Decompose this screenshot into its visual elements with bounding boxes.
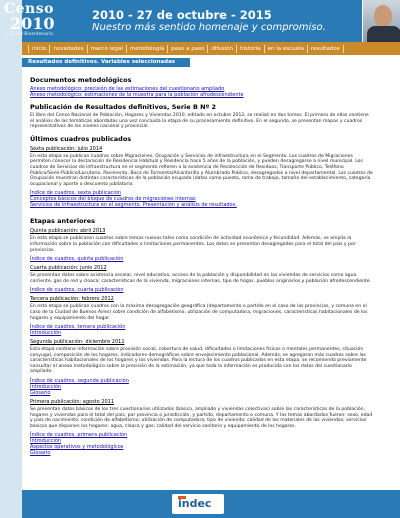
ultimos-date: Sexta publicación: julio 2014: [30, 145, 103, 152]
header-banner: [4, 0, 400, 42]
etapa-link-indice[interactable]: Índice de cuadros, primera publicación: [30, 432, 128, 439]
etapa-link-aspectos[interactable]: Aspectos operativos y metodológicos: [30, 444, 124, 451]
ultimos-link-indice[interactable]: Índice de cuadros, sexta publicación: [30, 190, 122, 197]
ultimos-text: En esta etapa se publican cuadros sobre Migraciones, Ocupación y Servicios de infraestructura en el Segmento. Los cuadros de Migraciones permiten conocer la declaración de Residencia Habitual y Residencia hace 5 años de la población, y pueden desagregarse a nivel municipal. Los cuadros de Servicios de infraestructura en el segmento refieren a la existencia de Recolección de Residuos, Transporte Público, Teléfono Público/Semi-Público/Locutorio, Pavimento, Boca de Tormenta/Alcantarilla y Alumbrado Público, desagregados a nivel departamental. Los cuadros de Ocupación muestran distintas características de la población ocupada (datos como puesto, rama de trabajo, tamaño del establecimiento, categoría ocupacional y aporte o descuento jubilatorio.: [30, 153, 373, 187]
etapa-link-introduccion[interactable]: Introducción: [30, 438, 62, 445]
etapa-date: Cuarta publicación: junio 2012: [30, 265, 107, 272]
etapa-quinta: [30, 228, 374, 262]
logo-year-text: 2010: [10, 14, 55, 33]
header-title: 2010 - 27 de octubre - 2015: [92, 8, 272, 22]
etapa-tercera: [30, 296, 374, 336]
etapa-link-indice[interactable]: Índice de cuadros, tercera publicación: [30, 324, 126, 331]
etapas-heading: Etapas anteriores: [30, 217, 96, 226]
etapa-text: En esta etapa se publicaron cuadros sobre temas nuevos tales como condición de actividad económica y fecundidad. Además, se amplía la información sobre la población con dificultades o limitaciones permanentes. Los datos se presentan desagregados para el total del país y por provincias.: [30, 236, 356, 253]
nav-item-inicio[interactable]: inicio: [28, 45, 50, 53]
etapa-date: Primera publicación: agosto 2011: [30, 399, 115, 406]
page-frame: [4, 0, 400, 518]
ultimos-link-migraciones[interactable]: Conceptos básicos del bloque de cuadros de migraciones internas: [30, 196, 196, 203]
etapa-date: Tercera publicación: febrero 2012: [30, 296, 114, 303]
etapa-primera: [30, 399, 374, 456]
portrait-head: [374, 5, 392, 27]
logo-subtitle: Año del Bicentenario: [6, 32, 53, 37]
pub-text: El libro del Censo Nacional de Población, Hogares y Viviendas 2010, editado en octubre 2012, se realizó en dos tomos. El primero de ellos contiene el análisis de las temáticas abordadas una vez concluida la etapa de su procesamiento definitivo. En el segundo, se presentan mapas y cuadros representativos de los niveles nacional y provincial.: [30, 113, 369, 130]
docs-link-precision[interactable]: Anexo metodológico: precisión de las estimaciones del cuestionario ampliado: [30, 86, 225, 92]
nav-item-metodologia[interactable]: metodología: [127, 45, 168, 53]
nav-item-paso-a-paso[interactable]: paso a paso: [168, 45, 208, 53]
etapa-link-indice[interactable]: Índice de cuadros, quinta publicación: [30, 256, 124, 263]
etapa-link-introduccion[interactable]: Introducción: [30, 384, 62, 391]
nav-item-historia[interactable]: historia: [237, 45, 265, 53]
ultimos-link-infraestructura[interactable]: Servicios de infraestructura en el segmento. Presentación y análisis de resultados.: [30, 202, 237, 209]
pub-heading: Publicación de Resultados definitivos, Serie B Nº 2: [30, 103, 217, 111]
censo-logo[interactable]: [4, 2, 74, 40]
docs-link-afro[interactable]: Anexo metodológico: estimaciones de la muestra para la población afrodescendiente: [30, 92, 244, 98]
main-nav: [22, 42, 400, 55]
etapa-cuarta: [30, 265, 374, 293]
etapa-link-indice[interactable]: Índice de cuadros, cuarta publicación: [30, 287, 124, 294]
etapa-segunda: [30, 339, 374, 396]
main-content: [30, 71, 374, 456]
logo-censo-text: Censo: [4, 1, 54, 17]
etapa-text: Se presentan datos básicos de los tres cuestionarios utilizados (básico, ampliado y viviendas colectivas) sobre las características de la población, hogares y viviendas para el total del país, por provincia o jurisdicción, y partido, departamento o comuna. Y los temas abordados fueron: sexo, edad y país de nacimiento; condición de alfabetismo; utilización de computadora; tipo de vivienda; calidad de los materiales de las viviendas; servicios básicos que disponen los hogares: agua, cloaca y gas; calidad del servicio sanitario y equipamiento de los hogares.: [30, 407, 373, 429]
etapa-text: Se presentan datos sobre asistencia escolar, nivel educativo, acceso de la población y disponibilidad en las viviendas de servicios como agua corriente, gas de red y cloaca; características de la vivienda, migraciones internas, tipo de hogar, pueblos originarios y población afrodescendiente.: [30, 273, 372, 284]
nav-item-en-la-escuela[interactable]: en la escuela: [265, 45, 308, 53]
etapa-link-indice[interactable]: Índice de cuadros, segunda publicación: [30, 378, 129, 385]
etapa-text: En esta etapa se publican cuadros con la máxima desagregación geográfica (departamento o partido en el caso de las provincias, y comuna en el caso de la Ciudad de Buenos Aires) sobre condición de alfabetismo, utilización de computadora, migraciones, características habitacionales de los hogares y equipamiento del hogar.: [30, 304, 368, 321]
header-subtitle: Nuestro más sentido homenaje y compromiso.: [92, 22, 326, 33]
portrait-suit: [367, 26, 400, 42]
etapa-date: Quinta publicación: abril 2013: [30, 228, 106, 235]
etapa-link-introduccion[interactable]: Introducción: [30, 330, 62, 337]
etapa-date: Segunda publicación: diciembre 2011: [30, 339, 125, 346]
section-ribbon: Resultados definitivos. Variables seleccionadas: [22, 58, 190, 67]
nav-item-resultados[interactable]: resultados: [308, 45, 344, 53]
nav-item-difusion[interactable]: difusión: [208, 45, 237, 53]
etapa-link-glosario[interactable]: Glosario: [30, 390, 51, 397]
ultimos-heading: Últimos cuadros publicados: [30, 134, 132, 143]
indec-logo-text: indec: [178, 497, 212, 510]
nav-item-novedades[interactable]: novedades: [50, 45, 87, 53]
nav-item-marco-legal[interactable]: marco legal: [88, 45, 127, 53]
docs-heading: Documentos metodológicos: [30, 76, 132, 84]
indec-logo[interactable]: [172, 494, 224, 514]
etapa-link-glosario[interactable]: Glosario: [30, 450, 51, 457]
portrait-photo: [362, 0, 400, 42]
etapa-text: Esta etapa contiene información sobre provisión social, cobertura de salud, dificultades o limitaciones físicas o mentales permanentes, situación conyugal, composición de los hogares, indicadores demográficos sobre envejecimiento poblacional. Además, se agregaron más cuadros sobre las características habitacionales de los hogares y las viviendas. Para la lectura de los cuadros publicados en esta etapa, se recomienda previamente consultar el anexo metodológico sobre la precisión de la estimación, ya que toda la información es producida con los datos del cuestionario ampliado.: [30, 347, 367, 375]
